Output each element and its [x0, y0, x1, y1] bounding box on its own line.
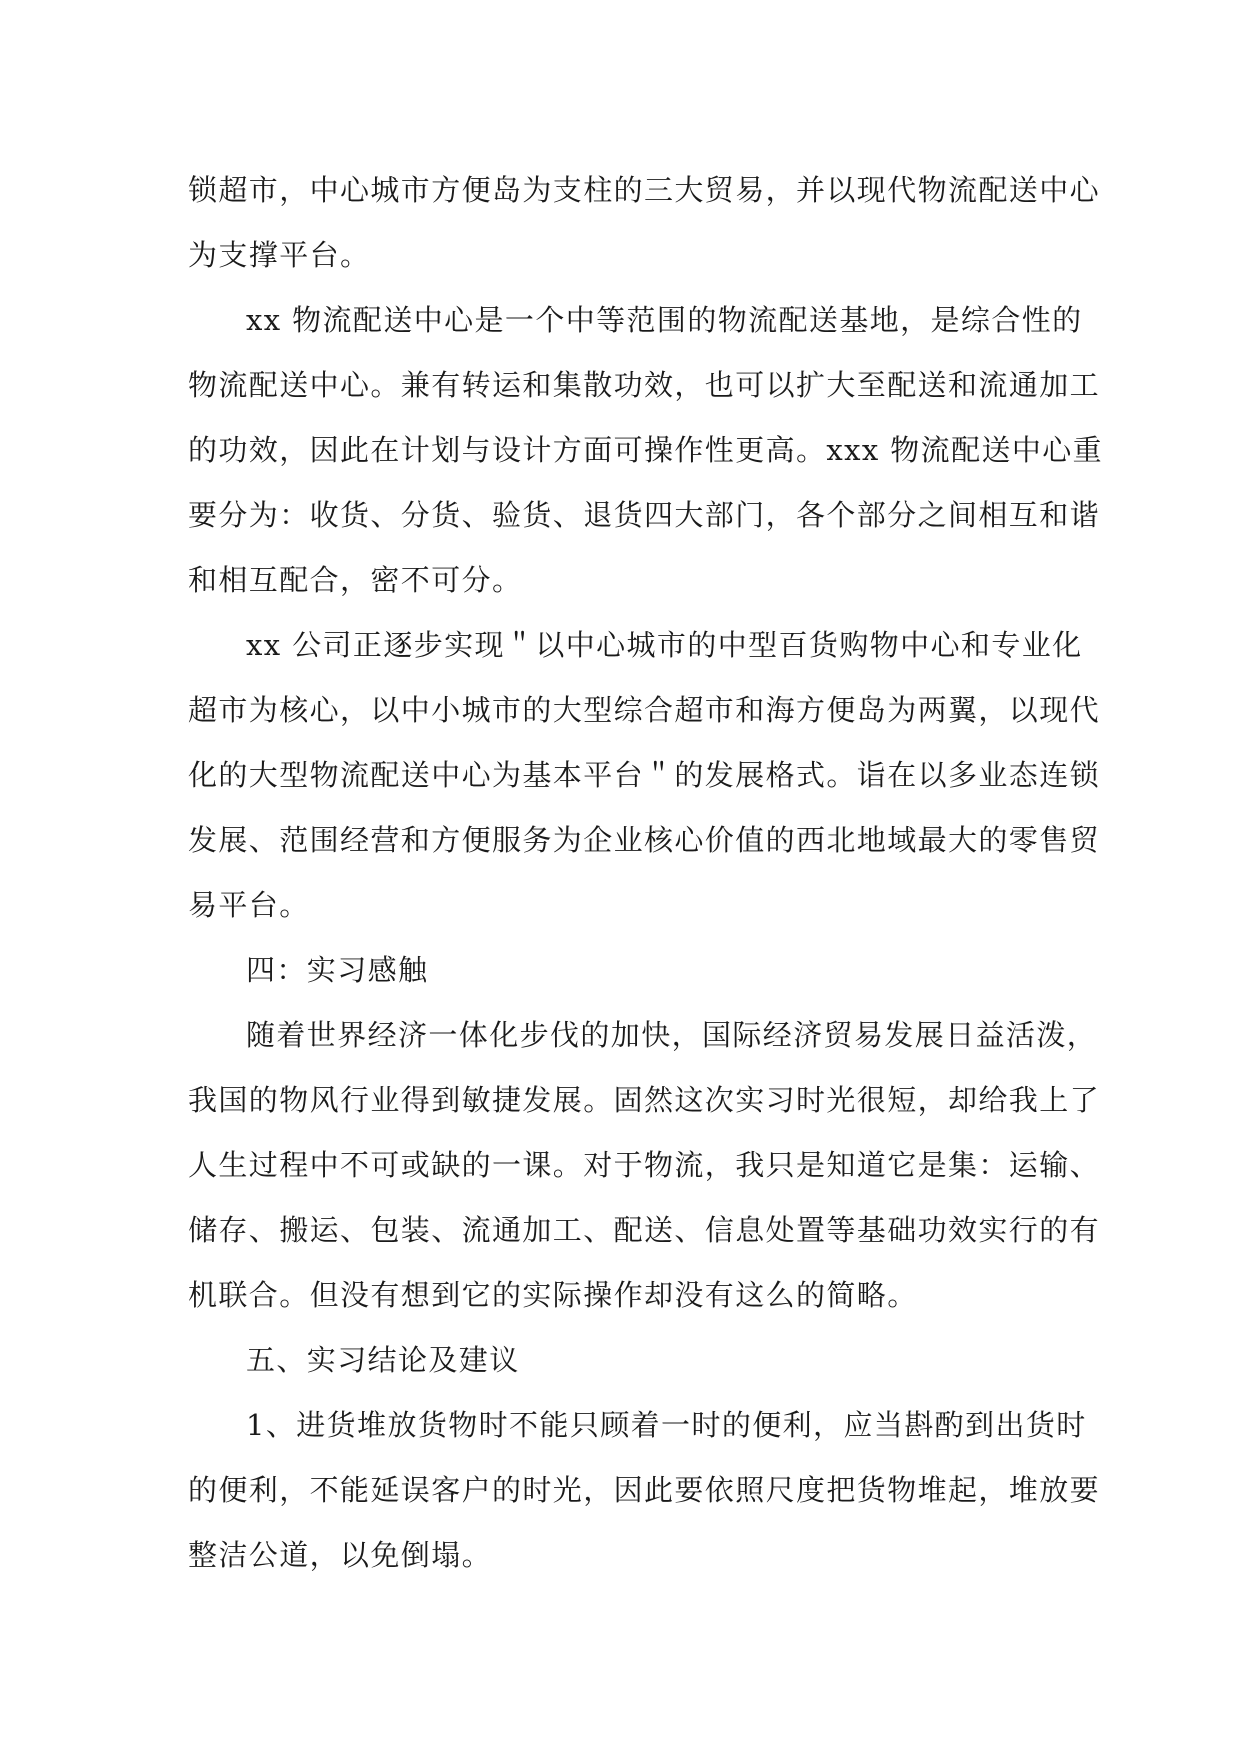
section-heading: 四：实习感触 — [246, 953, 429, 987]
text-line: 易平台。 — [188, 888, 310, 922]
text-line: 的便利，不能延误客户的时光，因此要依照尺度把货物堆起，堆放要 — [188, 1473, 1101, 1507]
text-line: 随着世界经济一体化步伐的加快，国际经济贸易发展日益活泼， — [246, 1018, 1098, 1052]
text-line: 整洁公道，以免倒塌。 — [188, 1538, 493, 1572]
text-line: 发展、范围经营和方便服务为企业核心价值的西北地域最大的零售贸 — [188, 823, 1101, 857]
text-line: 和相互配合，密不可分。 — [188, 563, 523, 597]
text-line: xx 物流配送中心是一个中等范围的物流配送基地，是综合性的 — [246, 303, 1083, 337]
text-line: 为支撑平台。 — [188, 238, 371, 272]
text-line: 化的大型物流配送中心为基本平台＂的发展格式。诣在以多业态连锁 — [188, 758, 1101, 792]
text-line: 的功效，因此在计划与设计方面可操作性更高。xxx 物流配送中心重 — [188, 433, 1104, 467]
section-heading: 五、实习结论及建议 — [246, 1343, 520, 1377]
text-line: 机联合。但没有想到它的实际操作却没有这么的简略。 — [188, 1278, 918, 1312]
text-line: 1、进货堆放货物时不能只顾着一时的便利，应当斟酌到出货时 — [246, 1408, 1087, 1442]
text-line: 人生过程中不可或缺的一课。对于物流，我只是知道它是集：运输、 — [188, 1148, 1101, 1182]
text-line: 超市为核心，以中小城市的大型综合超市和海方便岛为两翼，以现代 — [188, 693, 1101, 727]
text-line: 储存、搬运、包装、流通加工、配送、信息处置等基础功效实行的有 — [188, 1213, 1101, 1247]
text-line: 我国的物风行业得到敏捷发展。固然这次实习时光很短，却给我上了 — [188, 1083, 1101, 1117]
text-line: 锁超市，中心城市方便岛为支柱的三大贸易，并以现代物流配送中心 — [188, 173, 1101, 207]
text-line: 要分为：收货、分货、验货、退货四大部门，各个部分之间相互和谐 — [188, 498, 1101, 532]
document-body — [188, 158, 1104, 1588]
text-line: xx 公司正逐步实现＂以中心城市的中型百货购物中心和专业化 — [246, 628, 1083, 662]
text-line: 物流配送中心。兼有转运和集散功效，也可以扩大至配送和流通加工 — [188, 368, 1101, 402]
